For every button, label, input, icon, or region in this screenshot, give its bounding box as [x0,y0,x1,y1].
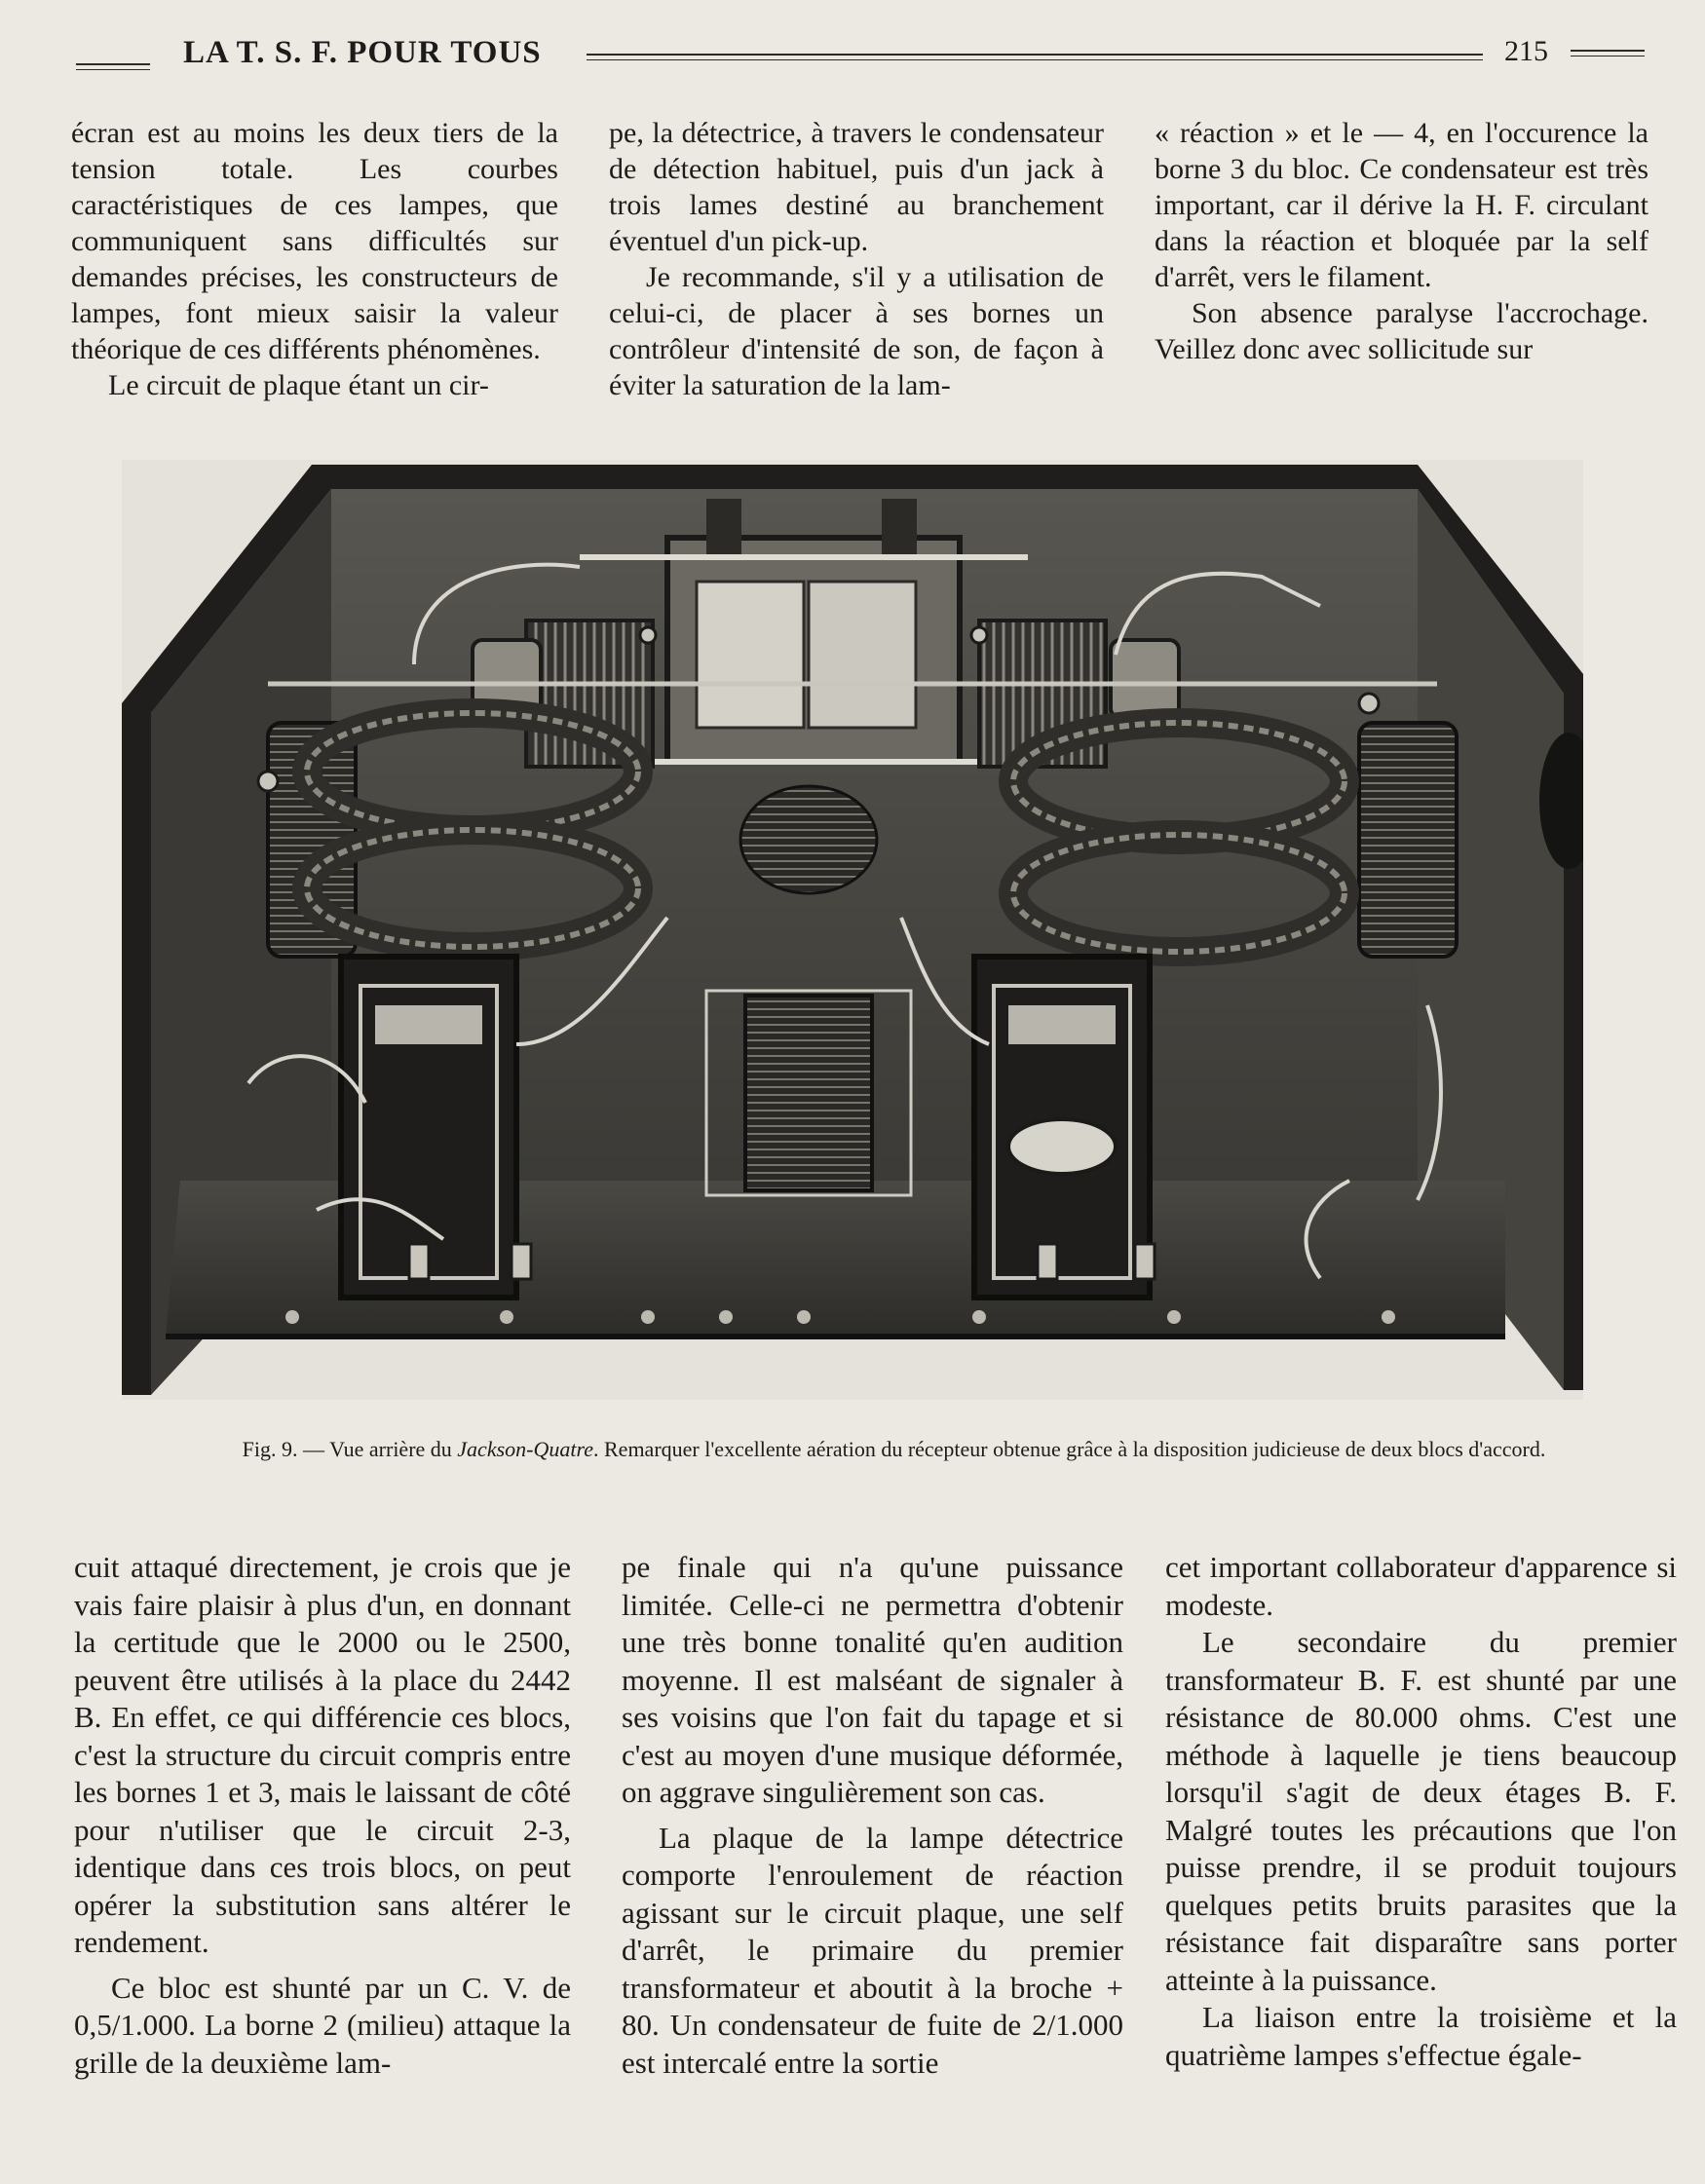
figure-caption [122,1434,1666,1464]
paragraph: Je recommande, s'il y a utilisation de celui-ci, de placer à ses bornes un contrôleur d'intensité de son, de façon à éviter la saturation de la lam- [609,261,1104,401]
page-number: 215 [1504,35,1548,67]
paragraph: « réaction » et le — 4, en l'occurence la borne 3 du bloc. Ce condensateur est très important, car il dérive la H. F. circulant dans la réaction et bloquée par la self d'arrêt, vers le filament. [1155,117,1648,293]
bottom-column-3 [1165,1549,1677,2074]
bottom-column-1 [74,1549,571,2082]
caption-rest: . Remarquer l'excellente aération du récepteur obtenue grâce à la disposition judicieuse de deux blocs d'accord. [593,1437,1546,1461]
caption-receiver-name: Jackson-Quatre [457,1437,593,1461]
paragraph: Son absence paralyse l'accrochage. Veillez donc avec sollicitude sur [1155,297,1648,365]
paragraph: Le secondaire du premier transformateur B. F. est shunté par une résistance de 80.000 ohms. C'est une méthode à laquelle je tiens beaucoup lorsqu'il s'agit de deux étages B. F. Malgré toutes les précautions que l'on puisse prendre, il se produit toujours quelques petits bruits parasites que la résistance fait disparaître sans porter atteinte à la puissance. [1165,1625,1677,1997]
top-column-1 [71,115,558,403]
paragraph: Ce bloc est shunté par un C. V. de 0,5/1.000. La borne 2 (milieu) attaque la grille de la deuxième lam- [74,1970,571,2080]
bottom-column-2 [622,1549,1123,2082]
paragraph: La plaque de la lampe détectrice comporte l'enroulement de réaction agissant sur le circuit plaque, une self d'arrêt, le primaire du premier transformateur et aboutit à la broche + 80. Un condensateur de fuite de 2/1.000 est intercalé entre la sortie [622,1820,1123,2080]
paragraph: pe finale qui n'a qu'une puissance limitée. Celle-ci ne permettra d'obtenir une très bonne tonalité qu'en audition moyenne. Il est malséant de signaler à ses voisins que l'on fait du tapage et si c'est au moyen d'une musique déformée, on aggrave singulièrement son cas. [622,1550,1123,1809]
paragraph: La liaison entre la troisième et la quatrième lampes s'effectue égale- [1165,2000,1677,2072]
top-column-2 [609,115,1104,403]
paragraph: écran est au moins les deux tiers de la tension totale. Les courbes caractéristiques de ces lampes, que communiquent sans difficultés sur demandes précises, les constructeurs de lampes, font mieux saisir la valeur théorique de ces différents phénomènes. [71,117,558,365]
running-header [76,35,1645,74]
paragraph: Le circuit de plaque étant un cir- [108,369,489,401]
paragraph: cuit attaqué directement, je crois que je vais faire plaisir à plus d'un, en donnant la certitude que le 2000 ou le 2500, peuvent être utilisés à la place du 2442 B. En effet, ce qui différencie ces blocs, c'est la structure du circuit compris entre les bornes 1 et 3, mais le laissant de côté pour n'utiliser que le circuit 2-3, identique dans ces trois blocs, on peut opérer la substitution sans altérer le rendement. [74,1550,571,1959]
header-rule-right [1571,50,1645,56]
caption-lead: Fig. 9. — Vue arrière du [242,1437,458,1461]
top-column-3 [1155,115,1648,367]
header-rule-middle [587,54,1483,60]
paragraph: cet important collaborateur d'apparence si modeste. [1165,1550,1677,1622]
running-title: LA T. S. F. POUR TOUS [183,35,542,70]
paragraph: pe, la détectrice, à travers le condensateur de détection habituel, puis d'un jack à trois lames destiné au branchement éventuel d'un pick-up. [609,117,1104,257]
receiver-rear-photo [122,460,1583,1400]
header-rule-left [76,63,150,70]
